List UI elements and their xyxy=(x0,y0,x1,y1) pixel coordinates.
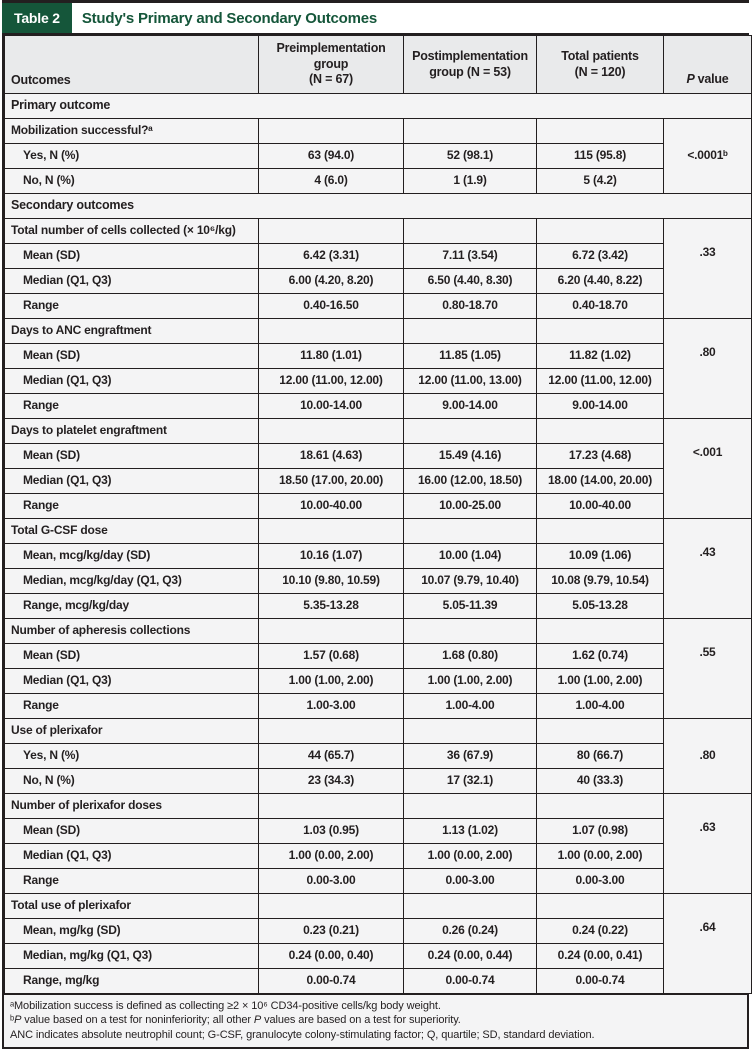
postimplementation-value: 36 (67.9) xyxy=(404,744,537,769)
empty-cell xyxy=(537,794,664,819)
p-value: .64 xyxy=(664,894,752,994)
preimplementation-value: 18.50 (17.00, 20.00) xyxy=(259,469,404,494)
row-label: No, N (%) xyxy=(5,169,259,194)
group-label-row xyxy=(5,419,752,444)
row-label: Range xyxy=(5,294,259,319)
preimplementation-value: 63 (94.0) xyxy=(259,144,404,169)
preimplementation-value: 11.80 (1.01) xyxy=(259,344,404,369)
preimplementation-value: 10.10 (9.80, 10.59) xyxy=(259,569,404,594)
empty-cell xyxy=(404,894,537,919)
p-italic: P xyxy=(686,72,695,87)
row-label: Mean (SD) xyxy=(5,644,259,669)
data-row xyxy=(5,294,752,319)
preimplementation-value: 1.00 (1.00, 2.00) xyxy=(259,669,404,694)
footnote-text: P xyxy=(253,1014,262,1027)
empty-cell xyxy=(404,519,537,544)
row-label: Median (Q1, Q3) xyxy=(5,269,259,294)
empty-cell xyxy=(537,419,664,444)
total-patients-value: 1.00 (0.00, 2.00) xyxy=(537,844,664,869)
postimplementation-value: 0.26 (0.24) xyxy=(404,919,537,944)
total-patients-value: 40 (33.3) xyxy=(537,769,664,794)
header-text: Postimplementation xyxy=(412,48,528,63)
group-label: Number of plerixafor doses xyxy=(5,794,259,819)
header-subtext: (N = 120) xyxy=(574,64,626,79)
row-label: No, N (%) xyxy=(5,769,259,794)
data-row xyxy=(5,944,752,969)
postimplementation-value: 5.05-11.39 xyxy=(404,594,537,619)
group-label-row xyxy=(5,119,752,144)
footnote-text: value based on a test for noninferiority; all other xyxy=(21,1014,254,1027)
total-patients-value: 1.00 (1.00, 2.00) xyxy=(537,669,664,694)
p-value: .33 xyxy=(664,219,752,319)
postimplementation-value: 6.50 (4.40, 8.30) xyxy=(404,269,537,294)
empty-cell xyxy=(259,319,404,344)
row-label: Range xyxy=(5,394,259,419)
outcomes-table xyxy=(4,35,752,994)
empty-cell xyxy=(404,619,537,644)
p-value: <.0001ᵇ xyxy=(664,119,752,194)
empty-cell xyxy=(537,719,664,744)
row-label: Median, mcg/kg/day (Q1, Q3) xyxy=(5,569,259,594)
p-value: .55 xyxy=(664,619,752,719)
row-label: Range, mcg/kg/day xyxy=(5,594,259,619)
row-label: Yes, N (%) xyxy=(5,744,259,769)
data-row xyxy=(5,244,752,269)
postimplementation-value: 10.07 (9.79, 10.40) xyxy=(404,569,537,594)
preimplementation-value: 6.00 (4.20, 8.20) xyxy=(259,269,404,294)
preimplementation-value: 1.57 (0.68) xyxy=(259,644,404,669)
empty-cell xyxy=(537,219,664,244)
row-label: Mean (SD) xyxy=(5,819,259,844)
preimplementation-value: 1.00 (0.00, 2.00) xyxy=(259,844,404,869)
table-header xyxy=(5,36,752,94)
postimplementation-value: 1.00 (0.00, 2.00) xyxy=(404,844,537,869)
group-label-row xyxy=(5,219,752,244)
postimplementation-value: 1.00 (1.00, 2.00) xyxy=(404,669,537,694)
data-row xyxy=(5,694,752,719)
empty-cell xyxy=(537,619,664,644)
group-label: Total number of cells collected (× 10⁶/kg) xyxy=(5,219,259,244)
preimplementation-value: 1.00-3.00 xyxy=(259,694,404,719)
postimplementation-value: 10.00-25.00 xyxy=(404,494,537,519)
postimplementation-value: 1.13 (1.02) xyxy=(404,819,537,844)
group-label-row xyxy=(5,794,752,819)
data-row xyxy=(5,744,752,769)
data-row xyxy=(5,819,752,844)
empty-cell xyxy=(537,519,664,544)
total-patients-value: 0.24 (0.00, 0.41) xyxy=(537,944,664,969)
preimplementation-value: 0.23 (0.21) xyxy=(259,919,404,944)
preimplementation-value: 44 (65.7) xyxy=(259,744,404,769)
section-row xyxy=(5,94,752,119)
data-row xyxy=(5,169,752,194)
footnote-text: values are based on a test for superiority. xyxy=(261,1014,461,1027)
empty-cell xyxy=(537,119,664,144)
p-value: .80 xyxy=(664,319,752,419)
postimplementation-value: 15.49 (4.16) xyxy=(404,444,537,469)
header-text: Outcomes xyxy=(11,73,71,88)
group-label-row xyxy=(5,619,752,644)
preimplementation-value: 10.00-14.00 xyxy=(259,394,404,419)
row-label: Mean (SD) xyxy=(5,244,259,269)
empty-cell xyxy=(259,219,404,244)
row-label: Median, mg/kg (Q1, Q3) xyxy=(5,944,259,969)
data-row xyxy=(5,844,752,869)
preimplementation-value: 18.61 (4.63) xyxy=(259,444,404,469)
group-label: Use of plerixafor xyxy=(5,719,259,744)
data-row xyxy=(5,144,752,169)
footnotes xyxy=(4,994,747,1047)
preimplementation-value: 0.24 (0.00, 0.40) xyxy=(259,944,404,969)
total-patients-value: 5 (4.2) xyxy=(537,169,664,194)
total-patients-value: 80 (66.7) xyxy=(537,744,664,769)
empty-cell xyxy=(259,794,404,819)
group-label: Days to platelet engraftment xyxy=(5,419,259,444)
p-rest: value xyxy=(697,72,729,87)
data-row xyxy=(5,869,752,894)
p-value: <.001 xyxy=(664,419,752,519)
total-patients-value: 6.72 (3.42) xyxy=(537,244,664,269)
group-label-row xyxy=(5,719,752,744)
data-row xyxy=(5,344,752,369)
section-label: Primary outcome xyxy=(5,94,752,119)
empty-cell xyxy=(404,319,537,344)
preimplementation-value: 0.00-0.74 xyxy=(259,969,404,994)
header-subtext: group (N = 53) xyxy=(429,64,511,79)
data-row xyxy=(5,469,752,494)
empty-cell xyxy=(404,719,537,744)
footnote xyxy=(10,1013,741,1027)
total-patients-value: 1.07 (0.98) xyxy=(537,819,664,844)
data-row xyxy=(5,569,752,594)
table-body xyxy=(5,94,752,994)
postimplementation-value: 11.85 (1.05) xyxy=(404,344,537,369)
row-label: Median (Q1, Q3) xyxy=(5,669,259,694)
group-label-row xyxy=(5,319,752,344)
group-label: Mobilization successful?ᵃ xyxy=(5,119,259,144)
postimplementation-value: 1.68 (0.80) xyxy=(404,644,537,669)
total-patients-value: 0.00-0.74 xyxy=(537,969,664,994)
row-label: Mean (SD) xyxy=(5,444,259,469)
data-row xyxy=(5,269,752,294)
data-row xyxy=(5,394,752,419)
row-label: Mean, mcg/kg/day (SD) xyxy=(5,544,259,569)
total-patients-value: 1.00-4.00 xyxy=(537,694,664,719)
postimplementation-value: 0.00-3.00 xyxy=(404,869,537,894)
postimplementation-value: 0.00-0.74 xyxy=(404,969,537,994)
empty-cell xyxy=(404,794,537,819)
postimplementation-value: 7.11 (3.54) xyxy=(404,244,537,269)
preimplementation-value: 12.00 (11.00, 12.00) xyxy=(259,369,404,394)
row-label: Mean (SD) xyxy=(5,344,259,369)
empty-cell xyxy=(259,119,404,144)
preimplementation-value: 10.16 (1.07) xyxy=(259,544,404,569)
postimplementation-value: 1 (1.9) xyxy=(404,169,537,194)
preimplementation-value: 6.42 (3.31) xyxy=(259,244,404,269)
total-patients-value: 0.00-3.00 xyxy=(537,869,664,894)
column-header-outcomes xyxy=(5,36,259,94)
footnote-text: ᵇ xyxy=(10,1014,15,1027)
total-patients-value: 5.05-13.28 xyxy=(537,594,664,619)
data-row xyxy=(5,544,752,569)
row-label: Range xyxy=(5,694,259,719)
postimplementation-value: 9.00-14.00 xyxy=(404,394,537,419)
total-patients-value: 1.62 (0.74) xyxy=(537,644,664,669)
footnote xyxy=(10,999,741,1013)
postimplementation-value: 0.80-18.70 xyxy=(404,294,537,319)
empty-cell xyxy=(259,894,404,919)
column-header-p-value xyxy=(664,36,752,94)
table-number-tag: Table 2 xyxy=(2,3,72,33)
empty-cell xyxy=(404,119,537,144)
preimplementation-value: 0.00-3.00 xyxy=(259,869,404,894)
postimplementation-value: 52 (98.1) xyxy=(404,144,537,169)
postimplementation-value: 1.00-4.00 xyxy=(404,694,537,719)
group-label: Days to ANC engraftment xyxy=(5,319,259,344)
group-label: Total G-CSF dose xyxy=(5,519,259,544)
row-label: Range, mg/kg xyxy=(5,969,259,994)
footnote-text: ᵃMobilization success is defined as collecting ≥2 × 10⁶ CD34-positive cells/kg body weight. xyxy=(10,1000,441,1012)
total-patients-value: 6.20 (4.40, 8.22) xyxy=(537,269,664,294)
data-row xyxy=(5,369,752,394)
group-label: Total use of plerixafor xyxy=(5,894,259,919)
data-row xyxy=(5,494,752,519)
total-patients-value: 17.23 (4.68) xyxy=(537,444,664,469)
preimplementation-value: 23 (34.3) xyxy=(259,769,404,794)
data-row xyxy=(5,769,752,794)
group-label-row xyxy=(5,519,752,544)
footnote-text: P xyxy=(14,1014,22,1027)
table-container xyxy=(2,33,749,1049)
preimplementation-value: 10.00-40.00 xyxy=(259,494,404,519)
empty-cell xyxy=(259,519,404,544)
column-header-preimplementation xyxy=(259,36,404,94)
p-value: .43 xyxy=(664,519,752,619)
table-title-bar xyxy=(2,3,749,33)
table-title: Study's Primary and Secondary Outcomes xyxy=(81,9,378,27)
data-row xyxy=(5,444,752,469)
data-row xyxy=(5,919,752,944)
data-row xyxy=(5,669,752,694)
preimplementation-value: 5.35-13.28 xyxy=(259,594,404,619)
data-row xyxy=(5,644,752,669)
empty-cell xyxy=(537,894,664,919)
row-label: Yes, N (%) xyxy=(5,144,259,169)
postimplementation-value: 10.00 (1.04) xyxy=(404,544,537,569)
row-label: Median (Q1, Q3) xyxy=(5,369,259,394)
row-label: Range xyxy=(5,869,259,894)
total-patients-value: 9.00-14.00 xyxy=(537,394,664,419)
total-patients-value: 10.08 (9.79, 10.54) xyxy=(537,569,664,594)
total-patients-value: 10.00-40.00 xyxy=(537,494,664,519)
data-row xyxy=(5,969,752,994)
row-label: Median (Q1, Q3) xyxy=(5,844,259,869)
p-value: .80 xyxy=(664,719,752,794)
preimplementation-value: 0.40-16.50 xyxy=(259,294,404,319)
p-value: .63 xyxy=(664,794,752,894)
column-header-postimplementation xyxy=(404,36,537,94)
postimplementation-value: 0.24 (0.00, 0.44) xyxy=(404,944,537,969)
preimplementation-value: 4 (6.0) xyxy=(259,169,404,194)
header-text: Total patients xyxy=(561,48,639,63)
total-patients-value: 18.00 (14.00, 20.00) xyxy=(537,469,664,494)
footnote xyxy=(10,1028,741,1042)
section-row xyxy=(5,194,752,219)
header-row xyxy=(5,36,752,94)
header-subtext: (N = 67) xyxy=(309,72,353,87)
row-label: Mean, mg/kg (SD) xyxy=(5,919,259,944)
preimplementation-value: 1.03 (0.95) xyxy=(259,819,404,844)
total-patients-value: 10.09 (1.06) xyxy=(537,544,664,569)
row-label: Median (Q1, Q3) xyxy=(5,469,259,494)
postimplementation-value: 16.00 (12.00, 18.50) xyxy=(404,469,537,494)
total-patients-value: 12.00 (11.00, 12.00) xyxy=(537,369,664,394)
total-patients-value: 0.40-18.70 xyxy=(537,294,664,319)
group-label: Number of apheresis collections xyxy=(5,619,259,644)
empty-cell xyxy=(404,219,537,244)
column-header-total-patients xyxy=(537,36,664,94)
postimplementation-value: 17 (32.1) xyxy=(404,769,537,794)
empty-cell xyxy=(259,419,404,444)
postimplementation-value: 12.00 (11.00, 13.00) xyxy=(404,369,537,394)
total-patients-value: 11.82 (1.02) xyxy=(537,344,664,369)
empty-cell xyxy=(537,319,664,344)
header-text: Preimplementation group xyxy=(276,41,386,71)
group-label-row xyxy=(5,894,752,919)
section-label: Secondary outcomes xyxy=(5,194,752,219)
empty-cell xyxy=(259,719,404,744)
empty-cell xyxy=(404,419,537,444)
row-label: Range xyxy=(5,494,259,519)
total-patients-value: 115 (95.8) xyxy=(537,144,664,169)
empty-cell xyxy=(259,619,404,644)
total-patients-value: 0.24 (0.22) xyxy=(537,919,664,944)
footnote-text: ANC indicates absolute neutrophil count; G-CSF, granulocyte colony-stimulating factor; Q, quartile; SD, standard deviation. xyxy=(10,1028,595,1041)
data-row xyxy=(5,594,752,619)
